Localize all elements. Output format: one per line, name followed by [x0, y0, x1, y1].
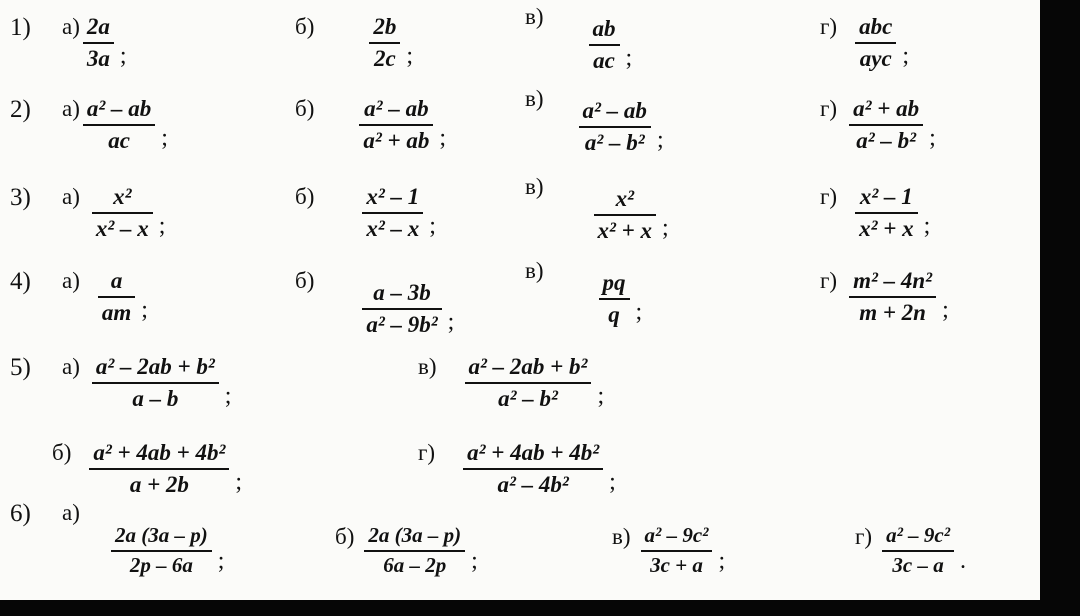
- exercise-5-item-a: [62, 354, 231, 412]
- punctuation: ;: [141, 296, 148, 323]
- exercise-4-item-b: [295, 268, 454, 338]
- fraction-bar: [92, 382, 219, 384]
- fraction-numerator: a² – 9c²: [886, 523, 951, 547]
- fraction-denominator: m + 2n: [859, 299, 926, 325]
- fraction-numerator: a – 3b: [373, 280, 431, 305]
- fraction-numerator: 2a: [86, 14, 110, 39]
- fraction-bar: [579, 126, 651, 128]
- fraction-numerator: a² – 2ab + b²: [95, 354, 215, 379]
- fraction-denominator: a + 2b: [129, 471, 189, 497]
- item-label: б): [335, 524, 355, 549]
- fraction: [882, 524, 954, 577]
- item-label: а): [62, 500, 80, 525]
- punctuation: ;: [942, 296, 949, 323]
- punctuation: ;: [902, 42, 909, 69]
- fraction-bar: [369, 42, 400, 44]
- fraction-bar: [465, 382, 592, 384]
- exercise-number: 2): [10, 96, 31, 123]
- exercise-number: 3): [10, 184, 31, 211]
- punctuation: ;: [597, 382, 605, 409]
- fraction-bar: [362, 308, 441, 310]
- fraction: [463, 440, 603, 498]
- punctuation: ;: [662, 214, 669, 241]
- fraction: [465, 354, 592, 412]
- fraction-bar: [855, 42, 896, 44]
- fraction: [369, 14, 400, 72]
- fraction-numerator: a² + 4ab + 4b²: [93, 440, 226, 465]
- exercise-4-item-a: [62, 268, 148, 326]
- fraction-numerator: a² + ab: [853, 96, 920, 121]
- fraction-numerator: a² – ab: [582, 98, 647, 123]
- exercise-6-item-a: [108, 524, 224, 577]
- fraction-denominator: x² – x: [95, 215, 149, 241]
- fraction: [362, 280, 441, 338]
- exercise-1-item-v: [525, 4, 632, 74]
- exercise-6-item-b: [335, 524, 478, 577]
- punctuation: ;: [217, 548, 225, 575]
- fraction-numerator: m² – 4n²: [853, 268, 933, 293]
- fraction-bar: [92, 212, 153, 214]
- fraction-denominator: 2c: [374, 45, 396, 71]
- item-label: в): [418, 354, 437, 379]
- fraction-numerator: x²: [615, 186, 634, 211]
- item-label: г): [820, 268, 838, 293]
- fraction: [849, 268, 936, 326]
- fraction-bar: [849, 124, 923, 126]
- fraction: [92, 184, 153, 242]
- exercise-5-item-v: [418, 354, 604, 412]
- exercise-number: 1): [10, 14, 31, 41]
- fraction-denominator: x² + x: [859, 215, 914, 241]
- exercise-3-item-v: [525, 174, 669, 244]
- fraction-denominator: 3c + a: [650, 552, 703, 577]
- fraction-bar: [83, 42, 114, 44]
- exercise-1-item-a: [62, 14, 127, 72]
- fraction-bar: [359, 124, 433, 126]
- page-bottom-margin: [0, 600, 1080, 616]
- fraction-numerator: a: [110, 268, 123, 293]
- punctuation: ;: [119, 42, 127, 69]
- item-label: б): [52, 440, 72, 465]
- fraction-bar: [589, 44, 620, 46]
- fraction-numerator: pq: [602, 270, 626, 295]
- fraction: [849, 96, 923, 154]
- fraction-denominator: x² + x: [597, 217, 653, 243]
- item-label: б): [295, 184, 315, 209]
- exercise-5-number-group: [10, 354, 31, 382]
- exercise-4-item-v: [525, 258, 642, 328]
- fraction-bar: [83, 124, 155, 126]
- exercise-2-item-g: [820, 96, 936, 154]
- item-label: б): [295, 96, 315, 121]
- fraction-denominator: ac: [593, 47, 615, 73]
- punctuation: ;: [447, 308, 455, 335]
- exercise-number: 4): [10, 268, 31, 295]
- fraction-denominator: a – b: [132, 385, 179, 411]
- exercise-1-item-g: [820, 14, 909, 72]
- fraction: [641, 524, 713, 577]
- punctuation: .: [960, 548, 967, 575]
- item-label: в): [525, 86, 544, 111]
- fraction-numerator: a² – ab: [364, 96, 429, 121]
- exercise-6-item-v: [612, 524, 725, 577]
- fraction-denominator: 3c – a: [892, 552, 944, 577]
- fraction-numerator: a² – 9c²: [644, 523, 709, 547]
- item-label: а): [62, 96, 80, 121]
- fraction-bar: [111, 550, 212, 552]
- punctuation: ;: [656, 126, 664, 153]
- fraction-bar: [641, 550, 713, 552]
- fraction: [359, 96, 433, 154]
- exercise-5-item-b: [52, 440, 242, 498]
- fraction-numerator: a² – ab: [86, 96, 152, 121]
- fraction-numerator: x² – 1: [366, 184, 420, 209]
- punctuation: ;: [158, 212, 166, 239]
- exercise-5-item-g: [418, 440, 616, 498]
- fraction: [83, 14, 114, 72]
- fraction-numerator: 2a (3a – p): [115, 523, 208, 547]
- punctuation: ;: [439, 124, 447, 151]
- fraction-bar: [849, 296, 936, 298]
- punctuation: ;: [235, 468, 243, 495]
- fraction-denominator: ayc: [859, 45, 892, 71]
- fraction-numerator: 2a (3a – p): [368, 523, 462, 547]
- exercise-4-item-g: [820, 268, 949, 326]
- fraction: [589, 16, 620, 74]
- fraction-denominator: a² – 4b²: [497, 471, 569, 497]
- exercise-6-number-group: [10, 500, 31, 528]
- item-label: г): [418, 440, 436, 465]
- fraction-denominator: 2p – 6a: [129, 552, 193, 577]
- fraction-denominator: a² – 9b²: [366, 311, 438, 337]
- exercise-3-item-b: [295, 184, 436, 242]
- fraction-denominator: a² – b²: [856, 127, 916, 153]
- fraction-denominator: am: [101, 299, 132, 325]
- fraction-denominator: q: [608, 301, 620, 327]
- page-right-margin: [1040, 0, 1080, 616]
- exercise-4-number-group: [10, 268, 31, 296]
- fraction-bar: [362, 212, 423, 214]
- item-label: в): [525, 174, 544, 199]
- item-label: г): [855, 524, 873, 549]
- fraction-bar: [882, 550, 954, 552]
- fraction: [362, 184, 423, 242]
- exercise-2-item-a: [62, 96, 168, 154]
- item-label: а): [62, 184, 80, 209]
- fraction-denominator: 3a: [86, 45, 110, 71]
- fraction-bar: [89, 468, 229, 470]
- fraction-denominator: a² – b²: [584, 129, 645, 155]
- fraction-numerator: a² – 2ab + b²: [468, 354, 588, 379]
- exercise-1-item-b: [295, 14, 413, 72]
- punctuation: ;: [471, 548, 478, 575]
- punctuation: ;: [609, 468, 616, 495]
- fraction: [98, 268, 135, 326]
- exercise-6-item-g: [855, 524, 966, 577]
- fraction-denominator: a² – b²: [498, 385, 558, 411]
- exercise-3-number-group: [10, 184, 31, 212]
- fraction-bar: [594, 214, 657, 216]
- exercise-3-item-a: [62, 184, 165, 242]
- fraction-bar: [463, 468, 603, 470]
- punctuation: ;: [718, 548, 726, 575]
- item-label: г): [820, 96, 838, 121]
- punctuation: ;: [224, 382, 232, 409]
- item-label: в): [612, 524, 631, 549]
- fraction: [579, 98, 651, 156]
- fraction-bar: [855, 212, 918, 214]
- fraction-bar: [599, 298, 630, 300]
- exercise-2-item-b: [295, 96, 446, 154]
- fraction: [855, 14, 896, 72]
- fraction-denominator: a² + ab: [363, 127, 430, 153]
- punctuation: ;: [429, 212, 436, 239]
- fraction: [92, 354, 219, 412]
- fraction-bar: [98, 296, 135, 298]
- exercise-1-number-group: [10, 14, 31, 42]
- fraction-denominator: ac: [108, 127, 130, 153]
- item-label: г): [820, 14, 838, 39]
- exercise-6-item-a-label: [62, 500, 80, 526]
- punctuation: ;: [635, 298, 643, 325]
- fraction: [89, 440, 229, 498]
- fraction-denominator: x² – x: [366, 215, 420, 241]
- fraction-numerator: 2b: [373, 14, 397, 39]
- fraction-denominator: 6a – 2p: [383, 552, 447, 577]
- punctuation: ;: [625, 44, 633, 71]
- fraction-numerator: a² + 4ab + 4b²: [467, 440, 600, 465]
- fraction: [111, 524, 212, 577]
- fraction-numerator: x² – 1: [859, 184, 913, 209]
- exercise-3-item-g: [820, 184, 930, 242]
- fraction: [594, 186, 657, 244]
- exercise-2-number-group: [10, 96, 31, 124]
- exercise-2-item-v: [525, 86, 664, 156]
- punctuation: ;: [406, 42, 414, 69]
- punctuation: ;: [923, 212, 931, 239]
- fraction: [364, 524, 465, 577]
- fraction-numerator: x²: [113, 184, 132, 209]
- exercise-number: 5): [10, 354, 31, 381]
- punctuation: ;: [929, 124, 936, 151]
- item-label: а): [62, 268, 80, 293]
- item-label: б): [295, 268, 315, 293]
- fraction-numerator: abc: [859, 14, 893, 39]
- item-label: б): [295, 14, 315, 39]
- fraction: [599, 270, 630, 328]
- item-label: в): [525, 4, 544, 29]
- fraction-bar: [364, 550, 465, 552]
- item-label: г): [820, 184, 838, 209]
- punctuation: ;: [161, 124, 168, 151]
- fraction-numerator: ab: [592, 16, 616, 41]
- item-label: а): [62, 354, 80, 379]
- exercise-number: 6): [10, 500, 31, 527]
- fraction: [83, 96, 155, 154]
- fraction: [855, 184, 918, 242]
- item-label: а): [62, 14, 80, 39]
- item-label: в): [525, 258, 544, 283]
